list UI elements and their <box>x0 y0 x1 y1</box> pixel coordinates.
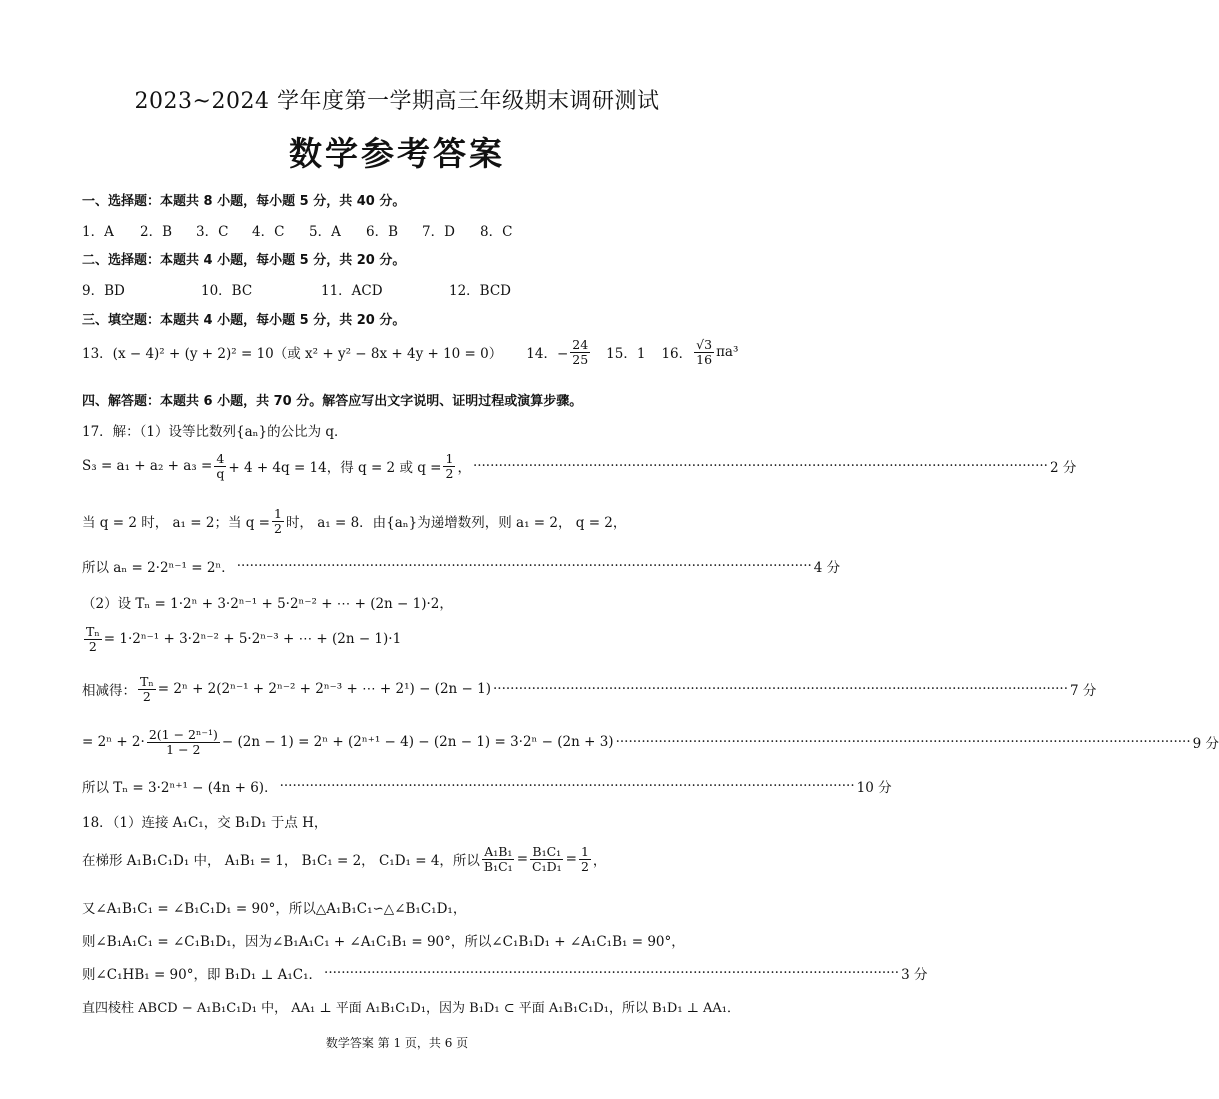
fraction-denominator: 16 <box>696 351 713 367</box>
formula-text: 所以 Tₙ = 3·2ⁿ⁺¹ − (4n + 6)． <box>82 780 278 796</box>
answer-item: 3．C <box>196 224 229 240</box>
score-label: 7 分 <box>1070 683 1097 700</box>
answer-item: 5．A <box>309 224 341 240</box>
fraction-numerator: 1 <box>445 451 454 466</box>
fraction <box>443 452 455 481</box>
fraction-numerator: A₁B₁ <box>484 844 513 859</box>
formula-text: 在梯形 A₁B₁C₁D₁ 中， A₁B₁ = 1， B₁C₁ = 2， C₁D₁ = 4，所以 <box>82 853 480 870</box>
answer-item: 8．C <box>480 224 513 240</box>
p18-line-4: 则∠B₁A₁C₁ = ∠C₁B₁D₁，因为∠B₁A₁C₁ + ∠A₁C₁B₁ = 90°，所以∠C₁B₁D₁ + ∠A₁C₁B₁ = 90°， <box>82 934 685 950</box>
answer-13: 13．(x − 4)² + (y + 2)² = 10（或 x² + y² − 8x + 4y + 10 = 0） <box>82 346 503 363</box>
dot-leader: ······································································································································ <box>492 681 1069 698</box>
section-fill-header: 三、填空题：本题共 4 小题，每小题 5 分，共 20 分。 <box>82 313 406 328</box>
fraction <box>579 845 591 874</box>
score-label: 9 分 <box>1192 736 1219 753</box>
score-label: 2 分 <box>1049 460 1077 477</box>
dot-leader: ······································································································································ <box>279 778 855 794</box>
p17-intro: 17．解：（1）设等比数列{aₙ}的公比为 q． <box>82 424 348 440</box>
formula-text: S₃ = a₁ + a₂ + a₃ = <box>82 458 213 475</box>
p18-line-1: 18．（1）连接 A₁C₁，交 B₁D₁ 于点 H， <box>82 815 328 831</box>
dot-leader: ······································································································································ <box>324 965 900 981</box>
answer-item: 11．ACD <box>321 283 383 299</box>
p17-line-2 <box>82 507 626 536</box>
answer-16-fraction <box>694 338 714 367</box>
score-label: 4 分 <box>813 560 841 576</box>
answer-item: 7．D <box>422 224 455 240</box>
p17-line-6 <box>82 674 1097 704</box>
formula-text: 相减得： <box>82 683 136 700</box>
p18-line-3: 又∠A₁B₁C₁ = ∠B₁C₁D₁ = 90°，所以△A₁B₁C₁∽△∠B₁C₁D₁， <box>82 901 467 917</box>
p17-line-3 <box>82 556 841 576</box>
answer-15: 15．1 <box>606 346 646 363</box>
fill-answers <box>82 338 738 367</box>
answer-item: 12．BCD <box>449 283 512 299</box>
p17-line-5 <box>82 625 401 654</box>
comma: ， <box>592 853 607 870</box>
fraction-denominator: q <box>216 465 225 481</box>
fraction-numerator: B₁C₁ <box>532 844 562 859</box>
answer-14-fraction <box>570 338 590 367</box>
answer-item: 6．B <box>366 224 399 240</box>
fraction-denominator: 2 <box>580 858 589 874</box>
score-label: 3 分 <box>901 967 928 983</box>
section-multi-choice-header: 二、选择题：本题共 4 小题，每小题 5 分，共 20 分。 <box>82 253 406 268</box>
fraction-denominator: 2 <box>273 520 282 536</box>
fraction-numerator: 2(1 − 2ⁿ⁻¹) <box>148 727 218 742</box>
p17-line-4: （2）设 Tₙ = 1·2ⁿ + 3·2ⁿ⁻¹ + 5·2ⁿ⁻² + ⋯ + (2n − 1)·2， <box>82 596 453 612</box>
fraction-denominator: 1 − 2 <box>166 741 201 757</box>
fraction <box>530 845 564 874</box>
fraction-numerator: 4 <box>216 451 225 466</box>
fraction <box>147 728 220 757</box>
formula-text: = 1·2ⁿ⁻¹ + 3·2ⁿ⁻² + 5·2ⁿ⁻³ + ⋯ + (2n − 1)·1 <box>103 631 402 648</box>
equals-sign: = <box>516 851 529 868</box>
fraction <box>214 452 226 481</box>
fraction-denominator: 2 <box>88 638 97 654</box>
answer-16-prefix: 16． <box>661 346 693 363</box>
dot-leader: ······································································································································ <box>472 458 1048 475</box>
answer-14-prefix: 14．− <box>526 346 569 363</box>
p18-line-5 <box>82 963 928 983</box>
answer-item: 1．A <box>82 224 114 240</box>
section-solution-header: 四、解答题：本题共 6 小题，共 70 分。解答应写出文字说明、证明过程或演算步骤。 <box>82 394 583 409</box>
multi-choice-answers <box>82 279 511 299</box>
fraction-denominator: C₁D₁ <box>532 858 562 874</box>
fraction-numerator: 24 <box>572 337 589 352</box>
fraction-denominator: 25 <box>572 351 589 367</box>
answer-item: 10．BC <box>201 283 253 299</box>
p17-line-8 <box>82 776 892 796</box>
fraction-numerator: 1 <box>273 506 282 521</box>
formula-text: ， <box>457 460 471 477</box>
page-footer: 数学答案 第 1 页，共 6 页 <box>325 1036 469 1050</box>
formula-text: 所以 aₙ = 2·2ⁿ⁻¹ = 2ⁿ． <box>82 560 235 576</box>
formula-text: = 2ⁿ + 2(2ⁿ⁻¹ + 2ⁿ⁻² + 2ⁿ⁻³ + ⋯ + 2¹) − (2n − 1) <box>157 681 491 698</box>
formula-text: − (2n − 1) = 2ⁿ + (2ⁿ⁺¹ − 4) − (2n − 1) = 3·2ⁿ − (2n + 3) <box>221 734 614 751</box>
choice-answers <box>82 220 512 240</box>
dot-leader: ······································································································································ <box>615 734 1191 751</box>
section-choice-header: 一、选择题：本题共 8 小题，每小题 5 分，共 40 分。 <box>82 194 406 209</box>
p17-line-1 <box>82 451 1077 481</box>
p18-line-6: 直四棱柱 ABCD − A₁B₁C₁D₁ 中， AA₁ ⊥ 平面 A₁B₁C₁D₁，因为 B₁D₁ ⊂ 平面 A₁B₁C₁D₁，所以 B₁D₁ ⊥ AA₁． <box>82 1001 741 1016</box>
exam-title: 2023~2024 学年度第一学期高三年级期末调研测试 <box>134 89 660 114</box>
answer-item: 2．B <box>140 224 173 240</box>
score-label: 10 分 <box>856 780 892 796</box>
answer-16-suffix: πa³ <box>716 344 739 361</box>
fraction <box>272 507 284 536</box>
fraction-numerator: Tₙ <box>140 674 154 689</box>
fraction <box>84 625 102 654</box>
p18-line-2 <box>82 845 606 874</box>
fraction-numerator: 1 <box>580 844 589 859</box>
formula-text: = 2ⁿ + 2· <box>82 734 145 751</box>
fraction <box>138 675 156 704</box>
fraction-numerator: Tₙ <box>86 624 100 639</box>
dot-leader: ······································································································································ <box>236 558 812 574</box>
document-title: 数学参考答案 <box>289 134 505 173</box>
fraction <box>482 845 515 874</box>
equals-sign: = <box>565 851 577 868</box>
formula-text: 则∠C₁HB₁ = 90°，即 B₁D₁ ⊥ A₁C₁． <box>82 967 323 983</box>
p17-line-7 <box>82 727 1219 757</box>
formula-text: 当 q = 2 时， a₁ = 2；当 q = <box>82 515 270 532</box>
fraction-numerator: √3 <box>696 337 713 352</box>
fraction-denominator: 2 <box>445 465 454 481</box>
answer-item: 9．BD <box>82 283 125 299</box>
formula-text: + 4 + 4q = 14，得 q = 2 或 q = <box>228 460 442 477</box>
fraction-denominator: 2 <box>142 688 151 704</box>
answer-item: 4．C <box>252 224 285 240</box>
formula-text: 时， a₁ = 8．由{aₙ}为递增数列，则 a₁ = 2， q = 2， <box>285 515 627 532</box>
fraction-denominator: B₁C₁ <box>483 858 513 874</box>
